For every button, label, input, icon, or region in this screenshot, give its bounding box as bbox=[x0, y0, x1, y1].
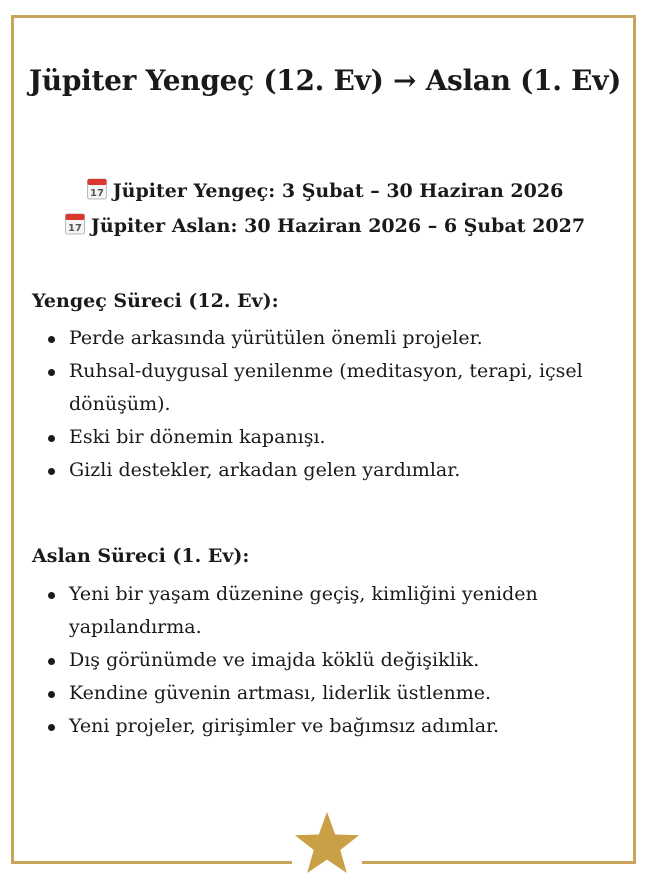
list-item: Gizli destekler, arkadan gelen yardımlar. bbox=[48, 454, 618, 487]
date-text: Jüpiter Yengeç: 3 Şubat – 30 Haziran 2026 bbox=[112, 180, 564, 202]
list-item: Ruhsal-duygusal yenilenme (meditasyon, terapi, içsel dönüşüm). bbox=[48, 355, 618, 421]
section-heading-cancer: Yengeç Süreci (12. Ev): bbox=[32, 290, 279, 312]
list-item: Kendine güvenin artması, liderlik üstlenme. bbox=[48, 677, 618, 710]
list-item: Perde arkasında yürütülen önemli projeler. bbox=[48, 322, 618, 355]
date-line-cancer bbox=[0, 178, 650, 202]
list-item: Eski bir dönemin kapanışı. bbox=[48, 421, 618, 454]
date-line-leo bbox=[0, 213, 650, 237]
calendar-icon bbox=[65, 213, 85, 235]
calendar-day-number: 17 bbox=[67, 223, 82, 234]
calendar-icon bbox=[87, 178, 107, 200]
star-ornament bbox=[292, 808, 362, 880]
cancer-bullet-list bbox=[48, 322, 618, 487]
list-item: Yeni projeler, girişimler ve bağımsız adımlar. bbox=[48, 710, 618, 743]
leo-bullet-list bbox=[48, 578, 618, 743]
list-item: Yeni bir yaşam düzenine geçiş, kimliğini yeniden yapılandırma. bbox=[48, 578, 618, 644]
page-title: Jüpiter Yengeç (12. Ev) → Aslan (1. Ev) bbox=[28, 64, 622, 97]
section-heading-leo: Aslan Süreci (1. Ev): bbox=[32, 545, 250, 567]
list-item: Dış görünümde ve imajda köklü değişiklik. bbox=[48, 644, 618, 677]
star-icon bbox=[292, 808, 362, 880]
date-text: Jüpiter Aslan: 30 Haziran 2026 – 6 Şubat 2027 bbox=[90, 215, 586, 237]
calendar-day-number: 17 bbox=[89, 188, 104, 199]
